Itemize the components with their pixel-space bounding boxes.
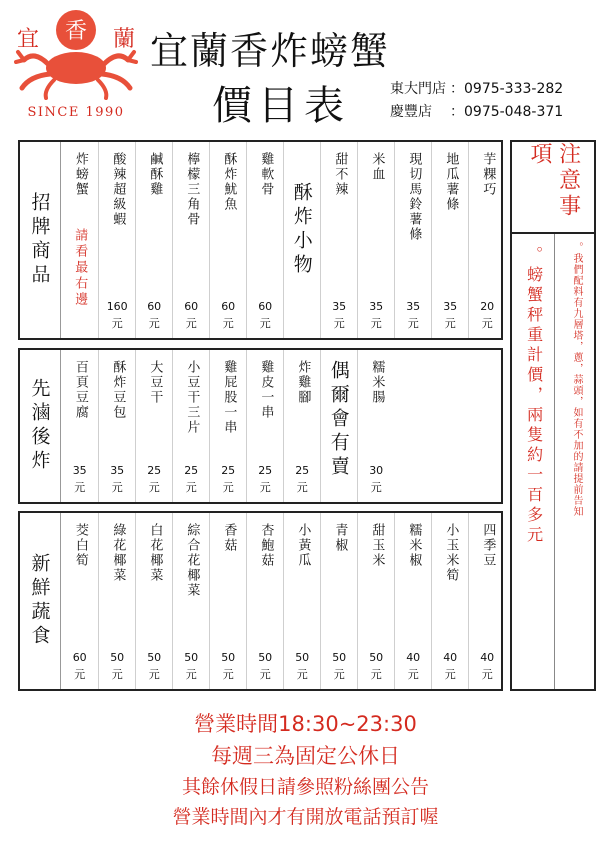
item-name: 綠花椰菜 (110, 523, 126, 583)
item-unit: 元 (222, 667, 234, 681)
item-unit: 元 (185, 316, 197, 330)
item-name: 雞皮一串 (258, 360, 274, 420)
item-price: 60 (184, 300, 199, 313)
item-name: 地瓜薯條 (443, 152, 459, 212)
item-price: 50 (295, 651, 310, 664)
item-unit: 元 (444, 667, 456, 681)
menu-item (320, 142, 357, 338)
logo-left-char: 宜 (16, 27, 40, 52)
store-name: 東大門店 (390, 81, 446, 97)
menu-item (394, 513, 431, 689)
item-price: 25 (184, 464, 199, 477)
item-name: 炸雞腳 (295, 360, 311, 405)
item-name: 雞軟骨 (258, 152, 274, 197)
item-unit: 元 (148, 316, 160, 330)
item-price: 25 (147, 464, 162, 477)
menu-item (431, 513, 468, 689)
item-unit: 元 (74, 667, 86, 681)
menu-item (431, 142, 468, 338)
item-unit: 元 (481, 667, 493, 681)
menu-item (98, 142, 135, 338)
menu-item (135, 513, 172, 689)
menu-item (209, 142, 246, 338)
item-name: 甜不辣 (332, 152, 348, 197)
menu-item (98, 350, 135, 502)
item-unit: 元 (370, 480, 382, 494)
brand-logo (14, 6, 139, 124)
item-price: 20 (480, 300, 495, 313)
item-unit: 元 (111, 667, 123, 681)
crab-price-note: 。螃蟹秤重計價，兩隻約一百多元 (524, 246, 544, 546)
menu-item (172, 513, 209, 689)
item-unit: 元 (259, 667, 271, 681)
business-hours: 營業時間18:30~23:30 (194, 712, 417, 736)
menu-item (246, 350, 283, 502)
item-price: 60 (258, 300, 273, 313)
store-phone: ：0975-333-282 (450, 81, 564, 97)
menu-item (172, 350, 209, 502)
item-unit: 元 (481, 316, 493, 330)
item-price: 160 (106, 300, 128, 313)
item-unit: 元 (407, 667, 419, 681)
item-name: 大豆干 (147, 360, 163, 405)
item-name: 四季豆 (480, 523, 496, 568)
item-price: 50 (369, 651, 384, 664)
item-unit: 元 (296, 667, 308, 681)
item-name: 現切馬鈴薯條 (406, 152, 422, 242)
ingredients-note: 。我們配料有九層塔，蔥，蒜頭，如有不加的請提前告知 (571, 242, 582, 517)
category-label: 先滷後炸 (20, 350, 61, 502)
menu-item (135, 350, 172, 502)
item-unit: 元 (148, 480, 160, 494)
item-name: 白花椰菜 (147, 523, 163, 583)
item-unit: 元 (222, 316, 234, 330)
item-unit: 元 (370, 667, 382, 681)
item-name: 雞屁股一串 (221, 360, 237, 435)
item-name: 綜合花椰菜 (184, 523, 200, 598)
notice-panel (510, 140, 596, 691)
menu-item (394, 142, 431, 338)
item-name: 小黃瓜 (295, 523, 311, 568)
item-price: 50 (184, 651, 199, 664)
item-unit: 元 (333, 316, 345, 330)
item-name: 酥炸豆包 (110, 360, 126, 420)
subheading-text: 酥炸小物 (290, 182, 313, 278)
logo-top-char: 香 (64, 19, 88, 44)
menu-item (320, 513, 357, 689)
menu-item (283, 513, 320, 689)
phone-order-notice: 營業時間內才有開放電話預訂喔 (172, 806, 439, 828)
item-grid (61, 142, 501, 338)
item-name: 芋粿巧 (480, 152, 496, 197)
menu-item (98, 513, 135, 689)
category-label: 新鮮蔬食 (20, 513, 61, 689)
item-name: 糯米椒 (406, 523, 422, 568)
menu-subheading (320, 350, 357, 502)
holiday-notice: 其餘休假日請參照粉絲團公告 (181, 776, 429, 798)
item-name: 百頁豆腐 (72, 360, 88, 420)
shop-title: 宜蘭香炸螃蟹 (150, 29, 391, 73)
item-unit: 元 (111, 480, 123, 494)
menu-item (61, 513, 98, 689)
menu-item (357, 513, 394, 689)
item-price: 60 (72, 651, 87, 664)
item-name: 糯米腸 (369, 360, 385, 405)
price-list-title: 價目表 (212, 83, 350, 129)
menu-item (61, 142, 98, 338)
item-unit: 元 (259, 480, 271, 494)
item-name: 茭白筍 (72, 523, 88, 568)
item-name: 檸檬三角骨 (184, 152, 200, 227)
item-price: 60 (221, 300, 236, 313)
menu-item (468, 513, 505, 689)
item-unit: 元 (296, 480, 308, 494)
item-price: 35 (406, 300, 421, 313)
logo-right-char: 蘭 (112, 27, 136, 52)
menu-subheading (283, 142, 320, 338)
menu-item (357, 350, 394, 502)
item-price: 50 (147, 651, 162, 664)
item-price: 60 (147, 300, 162, 313)
notice-divider (554, 234, 555, 689)
store-name: 慶豐店 (390, 104, 432, 120)
subheading-text: 偶爾會有賣 (327, 360, 350, 480)
item-name: 酸辣超級蝦 (110, 152, 126, 227)
item-price: 50 (221, 651, 236, 664)
menu-item (468, 142, 505, 338)
item-name: 小豆干三片 (184, 360, 200, 435)
section-signature (18, 140, 503, 340)
menu-item (172, 142, 209, 338)
item-grid (61, 513, 501, 689)
store-phone: ：0975-048-371 (450, 104, 564, 120)
item-name: 甜玉米 (369, 523, 385, 568)
item-price: 35 (443, 300, 458, 313)
item-price: 35 (332, 300, 347, 313)
item-unit: 元 (222, 480, 234, 494)
item-price: 25 (295, 464, 310, 477)
item-price: 50 (258, 651, 273, 664)
item-unit: 元 (185, 667, 197, 681)
weekly-closed-day: 每週三為固定公休日 (211, 744, 400, 768)
item-unit: 元 (259, 316, 271, 330)
item-price: 30 (369, 464, 384, 477)
item-price: 25 (258, 464, 273, 477)
item-note: 請看最右邊 (72, 228, 88, 308)
menu-item (135, 142, 172, 338)
menu-item (209, 513, 246, 689)
menu-item (357, 142, 394, 338)
item-price: 25 (221, 464, 236, 477)
item-grid (61, 350, 501, 502)
item-name: 香菇 (221, 523, 237, 553)
menu-item (283, 350, 320, 502)
item-unit: 元 (148, 667, 160, 681)
item-name: 米血 (369, 152, 385, 182)
menu-item (61, 350, 98, 502)
item-price: 40 (406, 651, 421, 664)
item-price: 50 (332, 651, 347, 664)
crab-logo-icon (14, 6, 139, 124)
item-unit: 元 (111, 316, 123, 330)
phone-qingfeng (390, 101, 563, 121)
logo-since: SINCE 1990 (27, 105, 125, 120)
item-unit: 元 (74, 480, 86, 494)
section-braised-fried (18, 348, 503, 504)
menu-item (209, 350, 246, 502)
item-price: 40 (480, 651, 495, 664)
phone-dongdamen (390, 78, 563, 98)
item-unit: 元 (407, 316, 419, 330)
item-name: 炸螃蟹 (72, 152, 88, 197)
item-name: 青椒 (332, 523, 348, 553)
item-price: 35 (110, 464, 125, 477)
item-price: 50 (110, 651, 125, 664)
notice-title: 注意事項 (512, 142, 594, 234)
menu-item (246, 513, 283, 689)
item-name: 酥炸魷魚 (221, 152, 237, 212)
item-name: 鹹酥雞 (147, 152, 163, 197)
item-price: 35 (369, 300, 384, 313)
item-unit: 元 (333, 667, 345, 681)
item-price: 35 (72, 464, 87, 477)
item-unit: 元 (370, 316, 382, 330)
item-name: 小玉米筍 (443, 523, 459, 583)
item-unit: 元 (444, 316, 456, 330)
section-vegetables (18, 511, 503, 691)
item-price: 40 (443, 651, 458, 664)
item-name: 杏鮑菇 (258, 523, 274, 568)
item-unit: 元 (185, 480, 197, 494)
menu-item (246, 142, 283, 338)
category-label: 招牌商品 (20, 142, 61, 338)
